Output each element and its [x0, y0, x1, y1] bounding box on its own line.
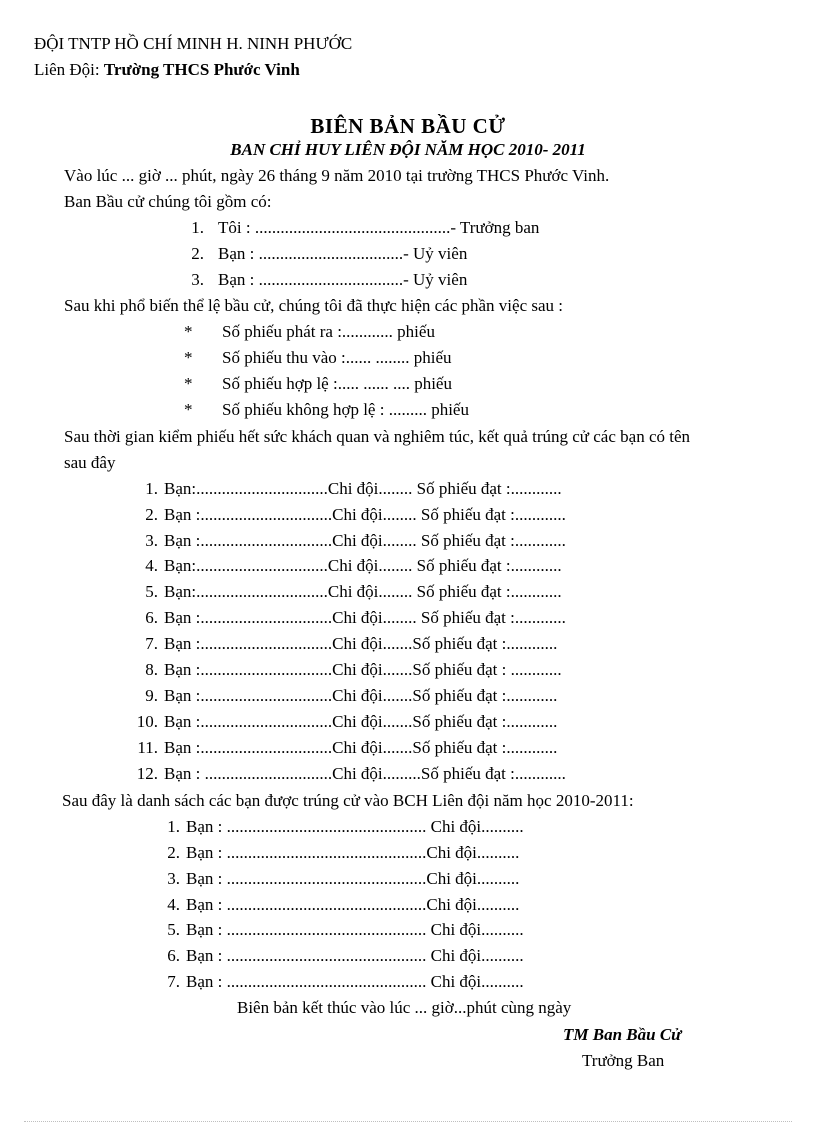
- signature-title: TM Ban Bầu Cử: [563, 1025, 682, 1044]
- row-number: 2.: [167, 843, 180, 862]
- ballot-text: Số phiếu phát ra :............ phiếu: [222, 322, 435, 341]
- elected-row: [150, 972, 524, 992]
- unit-line: [34, 60, 300, 80]
- row-number: 9.: [145, 686, 158, 705]
- row-number: 8.: [145, 660, 158, 679]
- committee-item: [174, 218, 539, 238]
- row-text: Bạn : ............................................... Chi đội..........: [186, 817, 524, 836]
- item-text: Tôi : ..............................................- Trưởng ban: [218, 218, 540, 237]
- row-number: 1.: [145, 479, 158, 498]
- bullet-star: *: [184, 374, 193, 393]
- row-number: 7.: [145, 634, 158, 653]
- committee-item: [174, 244, 467, 264]
- item-number: 3.: [191, 270, 204, 289]
- page-edge-divider: [24, 1121, 792, 1122]
- ballot-item: [184, 374, 452, 394]
- unit-name: Trường THCS Phước Vinh: [103, 60, 300, 79]
- result-row: [128, 764, 566, 784]
- signature-role: Trưởng Ban: [582, 1051, 665, 1070]
- closing-line: Biên bản kết thúc vào lúc ... giờ...phút cùng ngày: [237, 998, 572, 1017]
- result-row: [128, 686, 557, 706]
- row-text: Bạn : ............................................... Chi đội..........: [186, 946, 524, 965]
- committee-intro: Ban Bầu cử chúng tôi gồm có:: [64, 192, 272, 211]
- ballot-text: Số phiếu không hợp lệ : ......... phiếu: [222, 400, 469, 419]
- result-row: [128, 738, 557, 758]
- row-text: Bạn :...............................Chi đội........ Số phiếu đạt :............: [164, 505, 566, 524]
- committee-item: [174, 270, 467, 290]
- ballot-item: [184, 322, 435, 342]
- result-row: [128, 556, 562, 576]
- row-text: Bạn:...............................Chi đội........ Số phiếu đạt :............: [164, 556, 562, 575]
- unit-label: Liên Đội:: [34, 60, 100, 79]
- row-number: 3.: [167, 869, 180, 888]
- item-text: Bạn : ..................................- Uỷ viên: [218, 270, 468, 289]
- org-header: ĐỘI TNTP HỒ CHÍ MINH H. NINH PHƯỚC: [34, 34, 353, 53]
- elected-row: [150, 843, 519, 863]
- row-number: 4.: [167, 895, 180, 914]
- row-text: Bạn:...............................Chi đội........ Số phiếu đạt :............: [164, 582, 562, 601]
- elected-intro: Sau đây là danh sách các bạn được trúng cử vào BCH Liên đội năm học 2010-2011:: [62, 791, 634, 810]
- bullet-star: *: [184, 400, 193, 419]
- row-text: Bạn : ...............................................Chi đội..........: [186, 895, 520, 914]
- row-number: 12.: [136, 764, 158, 783]
- document-title: BIÊN BẢN BẦU CỬ: [310, 114, 506, 138]
- bullet-star: *: [184, 348, 193, 367]
- ballot-text: Số phiếu thu vào :...... ........ phiếu: [222, 348, 452, 367]
- row-text: Bạn : ...............................................Chi đội..........: [186, 869, 520, 888]
- row-number: 10.: [136, 712, 158, 731]
- intro-line: Vào lúc ... giờ ... phút, ngày 26 tháng 9 năm 2010 tại trường THCS Phước Vinh.: [64, 166, 610, 185]
- result-row: [128, 531, 566, 551]
- ballot-item: [184, 400, 469, 420]
- elected-row: [150, 817, 524, 837]
- row-text: Bạn :...............................Chi đội........ Số phiếu đạt :............: [164, 531, 566, 550]
- row-number: 3.: [145, 531, 158, 550]
- item-text: Bạn : ..................................- Uỷ viên: [218, 244, 468, 263]
- row-text: Bạn:...............................Chi đội........ Số phiếu đạt :............: [164, 479, 562, 498]
- result-row: [128, 505, 566, 525]
- row-number: 5.: [167, 920, 180, 939]
- result-row: [128, 660, 562, 680]
- row-text: Bạn :...............................Chi đội.......Số phiếu đạt :............: [164, 686, 558, 705]
- row-text: Bạn :...............................Chi đội.......Số phiếu đạt :............: [164, 634, 558, 653]
- bullet-star: *: [184, 322, 193, 341]
- row-number: 11.: [137, 738, 158, 757]
- result-row: [128, 479, 562, 499]
- procedure-intro: Sau khi phổ biến thể lệ bầu cử, chúng tôi đã thực hiện các phần việc sau :: [64, 296, 564, 315]
- item-number: 1.: [191, 218, 204, 237]
- elected-row: [150, 946, 524, 966]
- result-row: [128, 634, 557, 654]
- item-number: 2.: [191, 244, 204, 263]
- elected-row: [150, 869, 519, 889]
- ballot-text: Số phiếu hợp lệ :..... ...... .... phiếu: [222, 374, 452, 393]
- row-number: 7.: [167, 972, 180, 991]
- ballot-item: [184, 348, 451, 368]
- row-text: Bạn :...............................Chi đội.......Số phiếu đạt :............: [164, 738, 558, 757]
- row-number: 6.: [167, 946, 180, 965]
- result-intro-line-2: sau đây: [64, 453, 116, 472]
- row-text: Bạn :...............................Chi đội.......Số phiếu đạt :............: [164, 712, 558, 731]
- row-number: 2.: [145, 505, 158, 524]
- row-number: 1.: [167, 817, 180, 836]
- row-text: Bạn : ..............................Chi đội.........Số phiếu đạt :............: [164, 764, 566, 783]
- result-row: [128, 712, 557, 732]
- document-subtitle: BAN CHỈ HUY LIÊN ĐỘI NĂM HỌC 2010- 2011: [230, 140, 586, 159]
- row-number: 5.: [145, 582, 158, 601]
- result-row: [128, 582, 562, 602]
- row-text: Bạn : ............................................... Chi đội..........: [186, 972, 524, 991]
- row-number: 6.: [145, 608, 158, 627]
- result-row: [128, 608, 566, 628]
- row-text: Bạn : ...............................................Chi đội..........: [186, 843, 520, 862]
- elected-row: [150, 920, 524, 940]
- row-number: 4.: [145, 556, 158, 575]
- row-text: Bạn : ............................................... Chi đội..........: [186, 920, 524, 939]
- row-text: Bạn :...............................Chi đội........ Số phiếu đạt :............: [164, 608, 566, 627]
- row-text: Bạn :...............................Chi đội.......Số phiếu đạt : ............: [164, 660, 562, 679]
- elected-row: [150, 895, 519, 915]
- result-intro-line-1: Sau thời gian kiểm phiếu hết sức khách quan và nghiêm túc, kết quả trúng cử các bạn có tên: [64, 427, 691, 446]
